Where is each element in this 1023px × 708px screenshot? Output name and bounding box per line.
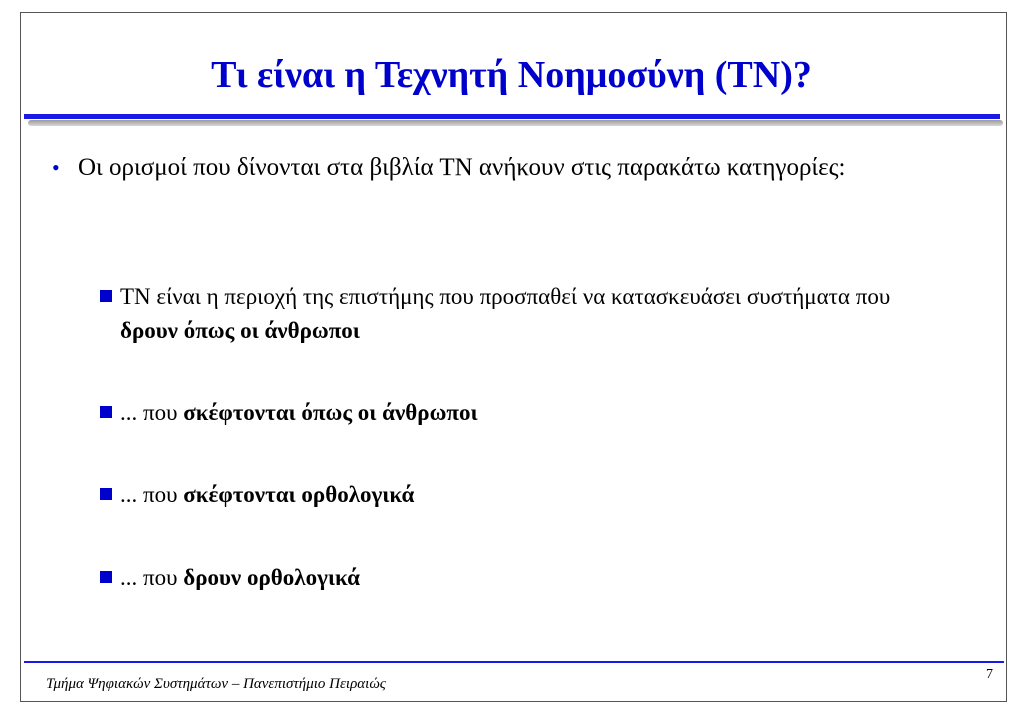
footer-rule — [24, 661, 1004, 663]
title-rule-shadow — [28, 120, 1003, 126]
sub-bullet-text: ... που σκέφτονται ορθολογικά — [120, 482, 415, 507]
square-bullet-icon — [100, 290, 112, 302]
square-bullet-icon — [100, 488, 112, 500]
footer-text: Τμήμα Ψηφιακών Συστημάτων – Πανεπιστήμιο Πειραιώς — [46, 676, 386, 692]
sub-bullet-text: ... που σκέφτονται όπως οι άνθρωποι — [120, 400, 478, 425]
page-number: 7 — [986, 667, 993, 682]
square-bullet-icon — [100, 571, 112, 583]
bullet-dot-icon: • — [52, 155, 60, 180]
sub-bullet-text: ΤΝ είναι η περιοχή της επιστήμης που προσπαθεί να κατασκευάσει συστήματα που δρουν όπως οι άνθρωποι — [120, 284, 891, 343]
sub-bullet-text: ... που δρουν ορθολογικά — [120, 565, 360, 590]
main-bullet-text: Οι ορισμοί που δίνονται στα βιβλία ΤΝ ανήκουν στις παρακάτω κατηγορίες: — [78, 154, 846, 181]
slide-title: Τι είναι η Τεχνητή Νοημοσύνη (ΤΝ)? — [211, 54, 812, 96]
title-rule — [24, 114, 1000, 119]
square-bullet-icon — [100, 406, 112, 418]
